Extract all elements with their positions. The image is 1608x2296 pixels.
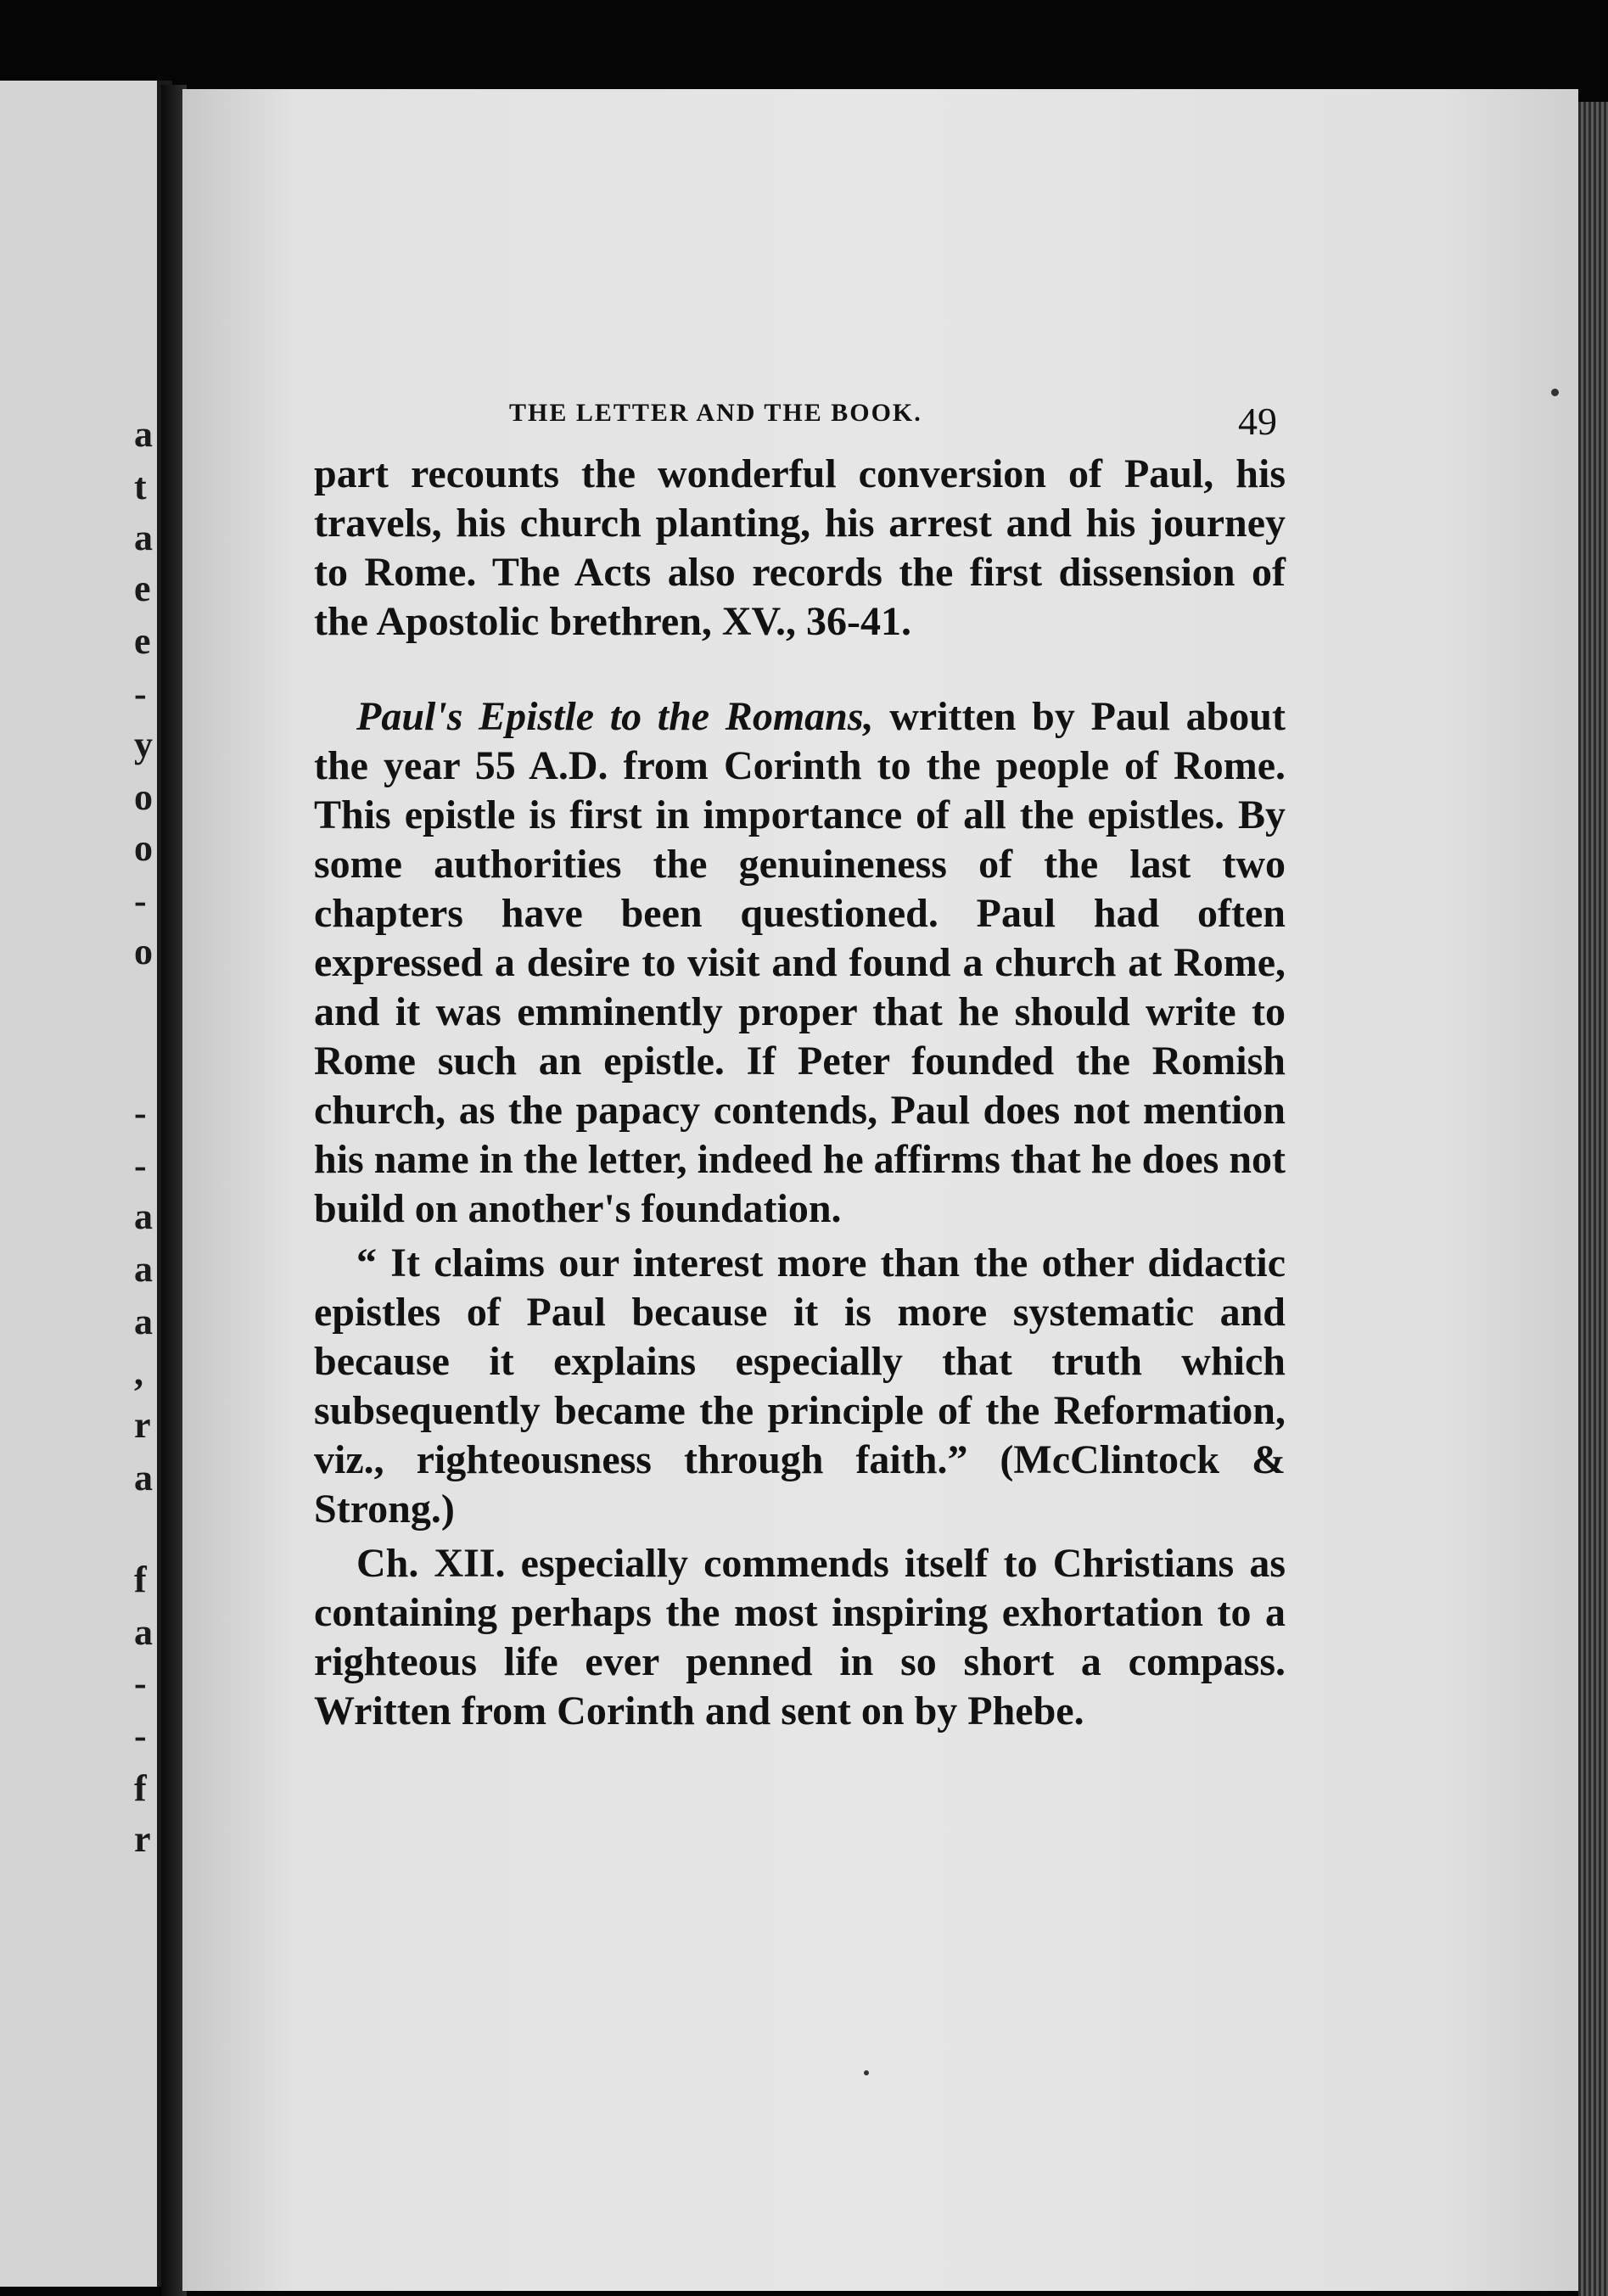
left-page-edge-char: f (134, 1559, 147, 1600)
page-text (314, 382, 1286, 1736)
left-page-edge-char: a (134, 1301, 153, 1342)
left-page-edge-char: - (134, 1145, 147, 1186)
paragraph-acts-continuation (314, 450, 1286, 647)
left-page-edge-char: f (134, 1767, 147, 1809)
left-page-edge-char: a (134, 1611, 153, 1653)
paragraph-text: Ch. XII. especially commends itself to Christians as containing perhaps the most inspiring exhortation to a righteous life ever penned in so short a compass. Written from Corinth and sent on by Phebe. (314, 1541, 1286, 1733)
left-page-edge-char: y (134, 724, 153, 765)
page-edges (1578, 102, 1608, 2296)
left-page-edge-char: a (134, 413, 153, 455)
left-page-edge-char: a (134, 1457, 153, 1498)
paragraph-romans-intro (314, 692, 1286, 1234)
running-head-title: THE LETTER AND THE BOOK. (509, 399, 922, 427)
left-page-edge-char: , (134, 1352, 143, 1393)
left-page-edge-char: - (134, 1715, 147, 1756)
paragraph-text: written by Paul about the year 55 A.D. from Corinth to the people of Rome. This epistle is first in importance of all the epistles. By some authorities the genuineness of the last two chapters have been questioned. Paul had often expressed a desire to visit and found a church at Rome, and it was emminently proper that he should write to Rome such an epistle. If Peter founded the Romish church, as the papacy contends, Paul does not mention his name in the letter, indeed he affirms that he does not build on another's foundation. (314, 694, 1286, 1231)
left-page-edge-char: a (134, 1248, 153, 1290)
left-page-edge-char: - (134, 1662, 147, 1704)
left-page-edge-char: - (134, 880, 147, 921)
left-page-edge-char: - (134, 673, 147, 714)
left-page-edge-char: e (134, 568, 151, 609)
left-page-edge-char: a (134, 1196, 153, 1237)
left-page-edge-char: a (134, 517, 153, 558)
paragraph-text: “ It claims our interest more than the other didactic epistles of Paul because it is more systematic and because it explains especially that truth which subsequently became the principle of the Reformation, viz., righteousness through faith.” (McClintock & Strong.) (314, 1240, 1286, 1532)
left-page-edge-char: r (134, 1404, 151, 1446)
left-page-edge-char: o (134, 776, 153, 818)
left-page-edge-char: o (134, 931, 153, 972)
left-page-edge-char: r (134, 1818, 151, 1860)
paragraph-quotation (314, 1239, 1286, 1534)
page-number: 49 (1238, 400, 1277, 443)
left-page-fragment (0, 81, 172, 2287)
paragraph-chapter-xii (314, 1539, 1286, 1736)
paragraph-italic-lead: Paul's Epistle to the Romans, (356, 694, 874, 739)
left-page-edge-text (0, 81, 157, 2287)
left-page-edge-char: e (134, 620, 151, 662)
dust-speck (1551, 389, 1559, 396)
running-head (314, 382, 1286, 450)
left-page-edge-char: t (134, 466, 147, 507)
paragraph-text: part recounts the wonderful conversion of Paul, his travels, his church planting, his arrest and his journey to Rome. The Acts also records the first dissension of the Apostolic brethren, XV., 36-41. (314, 451, 1286, 644)
left-page-edge-char: o (134, 827, 153, 869)
left-page-edge-char: - (134, 1092, 147, 1134)
dust-speck (864, 2070, 869, 2075)
